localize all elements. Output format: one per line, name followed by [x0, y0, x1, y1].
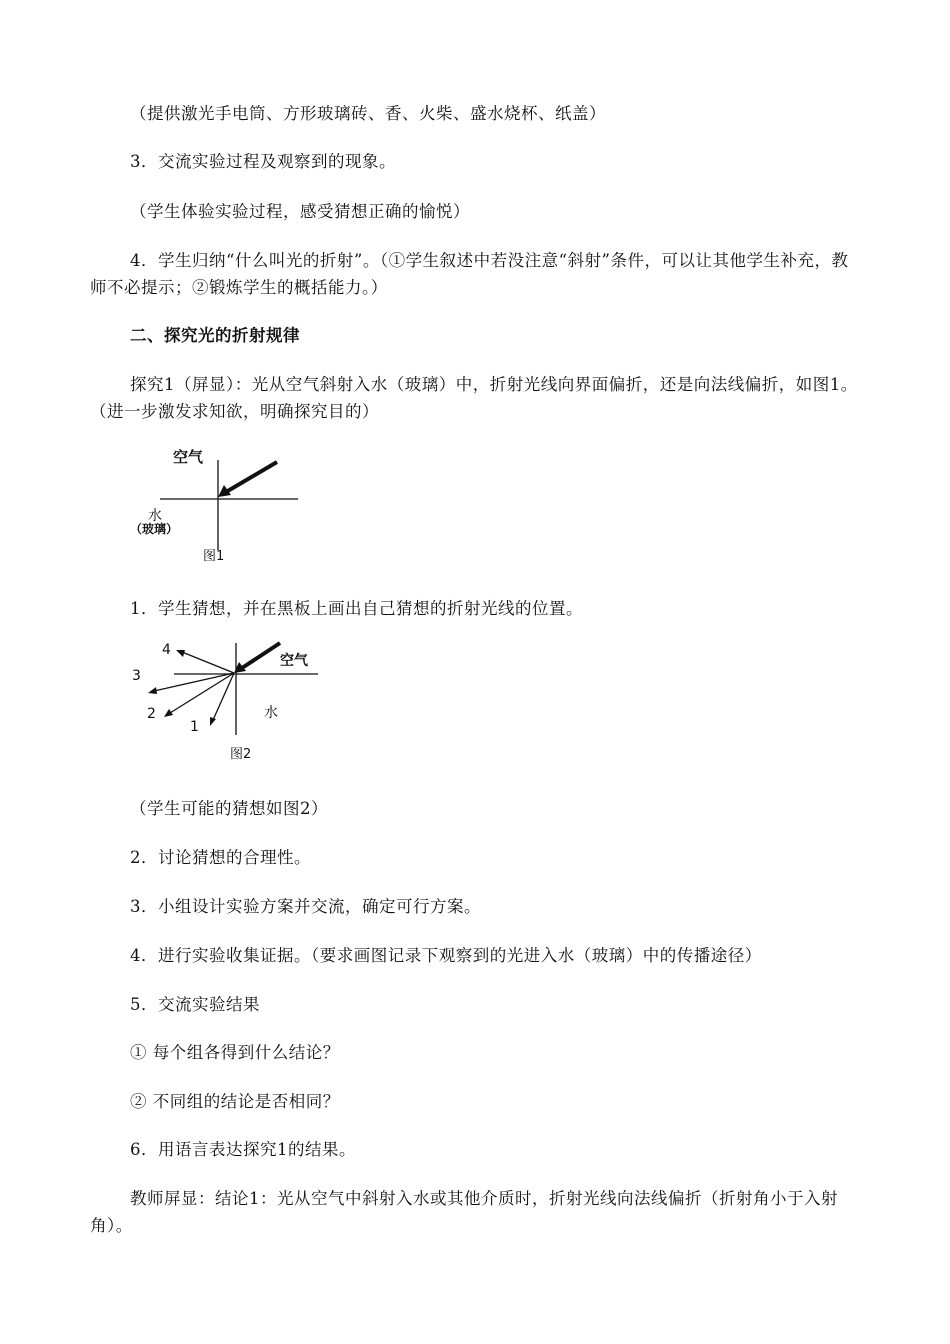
incident-ray [242, 643, 280, 668]
water-label: 水 [148, 508, 162, 524]
paragraph-step3b: 3．小组设计实验方案并交流，确定可行方案。 [130, 897, 481, 916]
paragraph-guess: 1．学生猜想，并在黑板上画出自己猜想的折射光线的位置。 [130, 599, 583, 618]
ray-2-arrowhead [164, 709, 173, 717]
paragraph-step5: 5．交流实验结果 [130, 995, 260, 1014]
ray-3 [154, 673, 234, 691]
ray-1-arrowhead [210, 717, 216, 726]
paragraph-step3: 3．交流实验过程及观察到的现象。 [130, 152, 396, 171]
ray-label-1: 1 [190, 719, 199, 735]
paragraph-materials: （提供激光手电筒、方形玻璃砖、香、火柴、盛水烧杯、纸盖） [130, 104, 606, 123]
ray-3-arrowhead [148, 687, 157, 694]
paragraph-question2: ② 不同组的结论是否相同？ [130, 1092, 340, 1111]
paragraph-step4: 4．学生归纳“什么叫光的折射”。（①学生叙述中若没注意“斜射”条件，可以让其他学生补充，教师不必提示；②锻炼学生的概括能力。） [90, 251, 849, 297]
figure-1-caption: 图1 [203, 549, 225, 564]
paragraph-conclusion1: 教师屏显：结论1：光从空气中斜射入水或其他介质时，折射光线向法线偏折（折射角小于入射角）。 [90, 1189, 838, 1235]
paragraph-question1: ① 每个组各得到什么结论？ [130, 1043, 340, 1062]
incident-ray [226, 462, 277, 492]
paragraph-possible-guesses: （学生可能的猜想如图2） [130, 799, 328, 818]
paragraph-step6: 6．用语言表达探究1的结果。 [130, 1140, 356, 1159]
paragraph-explore1: 探究1（屏显）：光从空气斜射入水（玻璃）中，折射光线向界面偏折，还是向法线偏折，如图1。（进一步激发求知欲，明确探究目的） [90, 375, 858, 421]
water-label: 水 [264, 705, 278, 721]
air-label: 空气 [280, 653, 308, 669]
paragraph-step4b: 4．进行实验收集证据。（要求画图记录下观察到的光进入水（玻璃）中的传播途径） [130, 946, 762, 965]
figure-2-caption: 图2 [230, 747, 252, 762]
ray-4 [182, 652, 234, 673]
ray-label-2: 2 [147, 706, 156, 722]
ray-label-4: 4 [162, 642, 171, 658]
ray-4-arrowhead [176, 650, 185, 657]
air-label: 空气 [173, 448, 204, 466]
figure-2 [130, 635, 330, 765]
figure-1 [130, 440, 320, 570]
ray-label-3: 3 [132, 668, 141, 684]
paragraph-step2: 2．讨论猜想的合理性。 [130, 848, 311, 867]
glass-label: （玻璃） [130, 522, 179, 536]
paragraph-experience: （学生体验实验过程，感受猜想正确的愉悦） [130, 202, 470, 221]
section-heading: 二、探究光的折射规律 [130, 326, 300, 345]
